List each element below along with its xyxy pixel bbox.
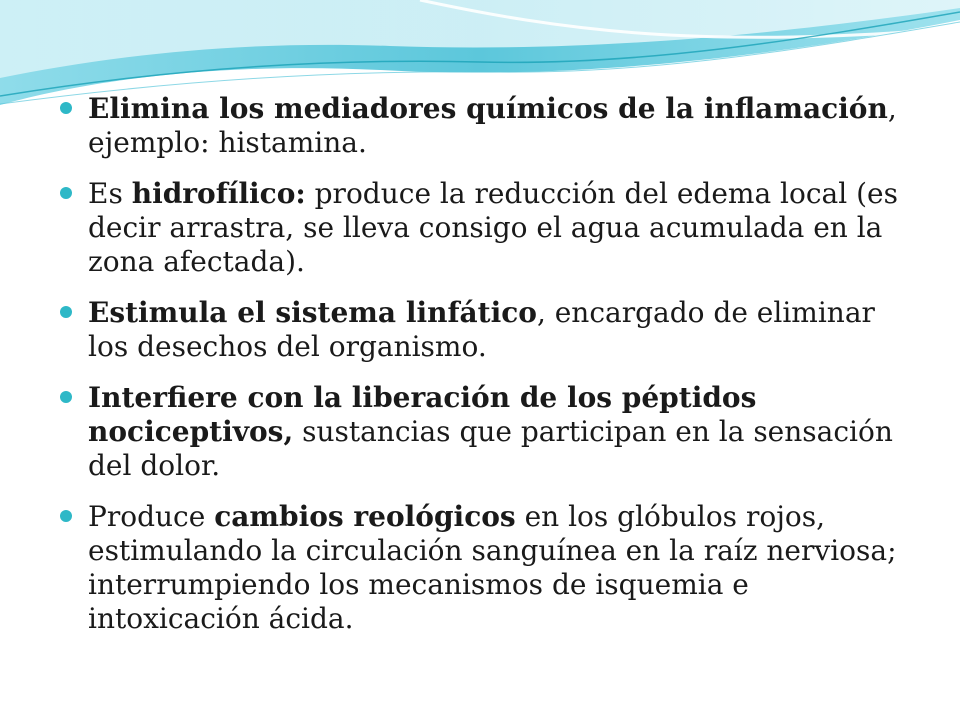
bullet-text-bold: Elimina los mediadores químicos de la inflamación	[88, 92, 888, 125]
bullet-dot-icon	[60, 510, 72, 522]
list-item	[58, 177, 918, 279]
bullet-text	[88, 177, 898, 278]
bullet-text	[88, 92, 897, 159]
list-item	[58, 500, 918, 636]
bullet-list	[58, 92, 918, 636]
bullet-text	[88, 296, 875, 363]
bullet-text-regular: Es	[88, 177, 132, 210]
bullet-dot-icon	[60, 187, 72, 199]
content-area	[58, 92, 918, 653]
bullet-dot-icon	[60, 391, 72, 403]
bullet-text-bold: hidrofílico:	[131, 177, 306, 210]
bullet-text-bold: Estimula el sistema linfático	[88, 296, 537, 329]
list-item	[58, 92, 918, 160]
bullet-text-regular: en los glóbulos rojos, estimulando la circulación sanguínea en la raíz nerviosa; interrumpiendo los mecanismos de isquemia e intoxicación ácida.	[88, 500, 897, 635]
list-item	[58, 296, 918, 364]
bullet-text-regular: Produce	[88, 500, 215, 533]
bullet-text-bold: cambios reológicos	[214, 500, 516, 533]
bullet-text-regular: produce la reducción del edema local (es decir arrastra, se lleva consigo el agua acumulada en la zona afectada).	[88, 177, 898, 278]
bullet-text-bold: Interfiere con la liberación de los péptidos nociceptivos,	[88, 381, 757, 448]
bullet-text-regular: sustancias que participan en la sensación del dolor.	[88, 415, 893, 482]
bullet-text-regular: , encargado de eliminar los desechos del organismo.	[88, 296, 875, 363]
bullet-text	[88, 381, 893, 482]
bullet-dot-icon	[60, 306, 72, 318]
bullet-text-regular: , ejemplo: histamina.	[88, 92, 897, 159]
list-item	[58, 381, 918, 483]
bullet-text	[88, 500, 897, 635]
bullet-dot-icon	[60, 102, 72, 114]
